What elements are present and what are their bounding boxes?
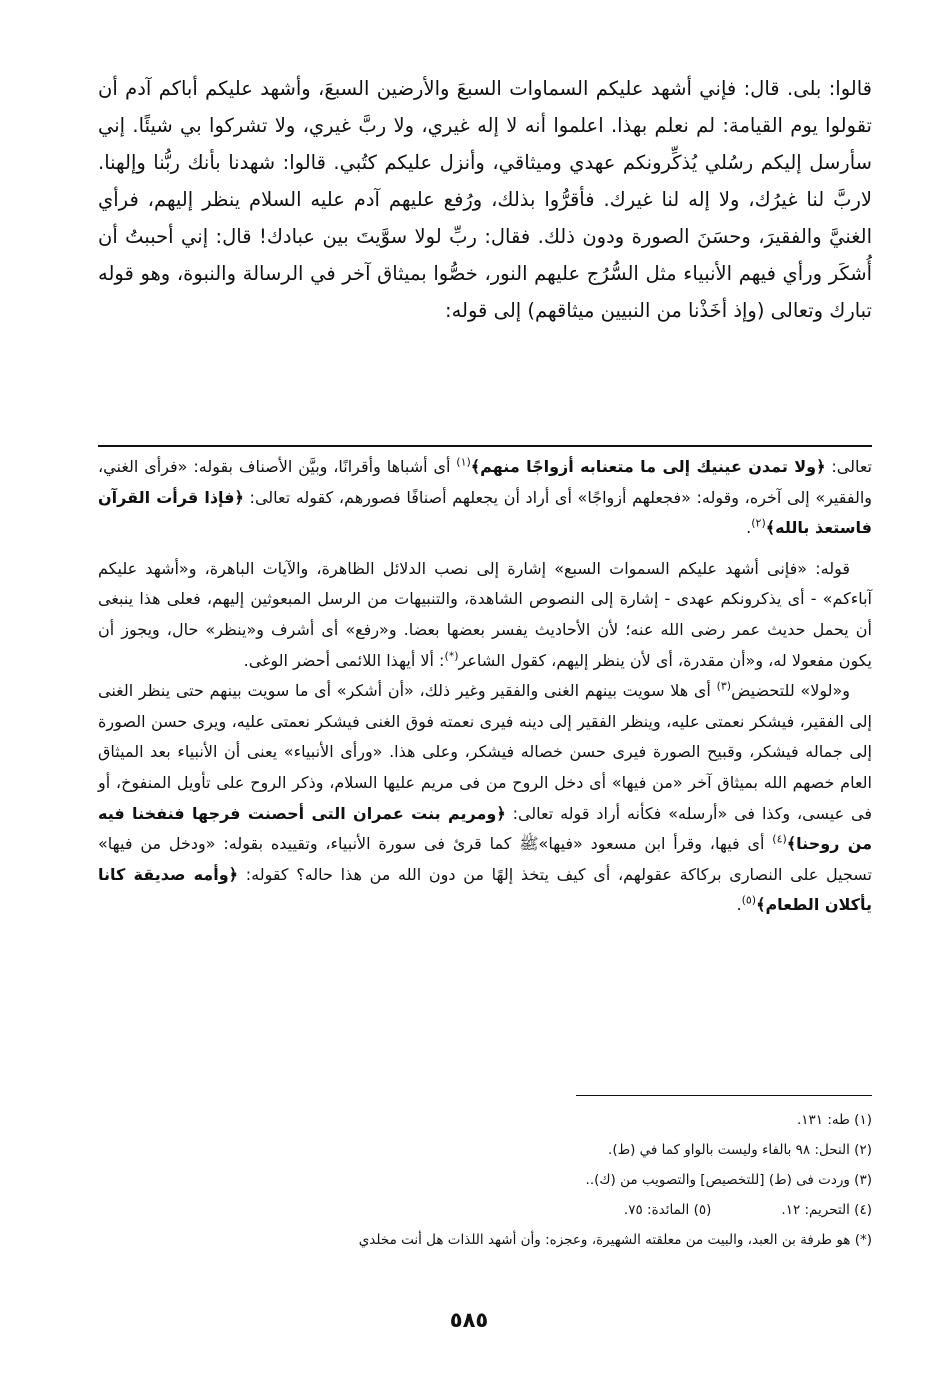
footnote-5: (٥) المائدة: ٧٥. [623, 1202, 712, 1218]
commentary-text: . [736, 895, 742, 915]
footnote-star: (*) هو طرفة بن العبد، والبيت من معلقته الشهيرة، وعجزه: وأن أشهد اللذات هل أنت مخلدي [358, 1232, 872, 1248]
quran-verse: ﴿ومريم بنت عمران التى أحصنت فرجها فنفخنا فيه من روحنا﴾ [98, 803, 873, 854]
main-paragraph: قالوا: بلى. قال: فإني أشهد عليكم السماوات السبعَ والأرضين السبعَ، وأشهد عليكم أباكم آدم أن تقولوا يوم القيامة: لم نعلم بهذا. اعلموا أنه لا إله غيري، ولا ربَّ غيري، ولا تشركوا بي شيئًا. إني سأرسل إليكم رسُلي يُذكِّرونكم عهدي وميثاقي، وأنزل عليكم كتُبي. قالوا: شهدنا بأنك ربُّنا وإلهنا. لاربَّ لنا غيرُك، ولا إله لنا غيرك. فأقرُّوا بذلك، ورُفع عليهم آدم عليه السلام ينظر إليهم، فرأي الغنيَّ والفقيرَ، وحسَنَ الصورة ودون ذلك. فقال: ربِّ لولا سوَّيتَ بين عبادك! قال: إني أحببتُ أن أُشكَر ورأي فيهم الأنبياء مثل السُّرُج عليهم النور، خصُّوا بميثاق آخر في الرسالة والنبوة، وهو قوله تبارك وتعالى (وإذ أخَذْنا من النبيين ميثاقهم) إلى قوله: [98, 77, 872, 322]
footnote-ref: (٥) [741, 893, 757, 907]
commentary-text: أى فيها، وقرأ ابن مسعود «فيها»ﷺ كما قرئ فى سورة الأنبياء، وتقييده بقوله: «ودخل من فيها» تسجيل على النصارى بركاكة عقولهم، أى كيف يتخذ إلهًا من دون الله من هذا حاله؟ كقوله: [98, 834, 873, 884]
commentary-text: أى أشباها وأقرانًا، وبيَّن الأصناف بقوله: «فرأى الغني، والفقير» إلى آخره، وقوله: «فجعلهم أزواجًا» أى أراد أن يجعلهم أصنافًا فصورهم، كقوله تعالى: [98, 457, 872, 507]
commentary-text: أى هلا سويت بينهم الغنى والفقير وغير ذلك، «أن أشكر» أى ما سويت بينهم حتى ينظر الغنى إلى الفقير، فيشكر نعمتى عليه، وينظر الفقير إلى دينه فيرى نعمته فوق الغنى فيشكر نعمتى عليه، ويرى حسن الصورة إلى جماله فيشكر، وقبيح الصورة فيرى حسن خصاله فيشكر، وعلى هذا. «ورأى الأنبياء» يعنى أن الأنبياء بعد الميثاق العام خصهم الله بميثاق آخر «من فيها» أى دخل الروح من فى مريم عليها السلام، وذكر الروح على تأويل المنفوخ، أو فى عيسى، وكذا فى «أرسله» فكأنه أراد قوله تعالى: [98, 681, 872, 823]
footnote-ref: (١) [456, 455, 471, 469]
quran-verse: ﴿وأمه صديقة كانا يأكلان الطعام﴾ [98, 864, 872, 915]
quran-verse: ﴿ولا تمدن عينيك إلى ما متعنابه أزواجًا منهم﴾ [470, 457, 826, 476]
quran-verse: ﴿فإذا قرأت القرآن فاستعذ بالله﴾ [98, 487, 872, 538]
section-divider [98, 445, 872, 447]
commentary-paragraph-1 [98, 452, 872, 544]
footnotes-block [98, 1105, 872, 1275]
commentary-block [98, 452, 872, 1092]
commentary-text: قوله: «فإنى أشهد عليكم السموات السبع» إشارة إلى نصب الدلائل الظاهرة، والآيات الباهرة، و«أشهد عليكم آباءكم» - أى يذكرونكم عهدى - إشارة إلى النصوص الشاهدة، والتنبيهات من الرسل المبعوثين إليهم، فعلى هذا ينبغى أن يحمل حديث عمر رضى الله عنه؛ لأن الأحاديث يفسر بعضها بعضا. و«رفع» أى أشرف و«ينظر» حال، ويجوز أن يكون مفعولا له، و«أن مقدرة، أى لأن ينظر إليهم، كقول الشاعر [98, 558, 872, 670]
page-number: ٥٨٥ [449, 1308, 489, 1332]
commentary-text: : ألا أيهذا اللائمى أحضر الوغى. [243, 650, 445, 670]
footnote-divider [576, 1095, 872, 1096]
commentary-text: و«لولا» للتحضيض [731, 681, 850, 701]
commentary-text: . [746, 518, 752, 538]
footnote-ref: (٤) [772, 832, 787, 846]
commentary-text: تعالى: [825, 457, 873, 476]
footnote-2: (٢) النحل: ٩٨ بالفاء وليست بالواو كما في (ط). [608, 1142, 872, 1158]
main-text-block [98, 70, 872, 440]
commentary-paragraph-3 [98, 676, 872, 921]
footnote-ref: (٢) [751, 516, 766, 530]
footnote-ref: (٣) [716, 679, 732, 693]
footnote-1: (١) طه: ١٣١. [797, 1112, 872, 1128]
footnote-3: (٣) وردت فى (ط) [للتخصيص] والتصويب من (ك).. [585, 1172, 872, 1188]
footnote-ref: (*) [444, 649, 459, 663]
footnote-4-5 [98, 1195, 872, 1225]
footnote-4: (٤) التحريم: ١٢. [781, 1202, 872, 1218]
commentary-paragraph-2 [98, 554, 872, 676]
